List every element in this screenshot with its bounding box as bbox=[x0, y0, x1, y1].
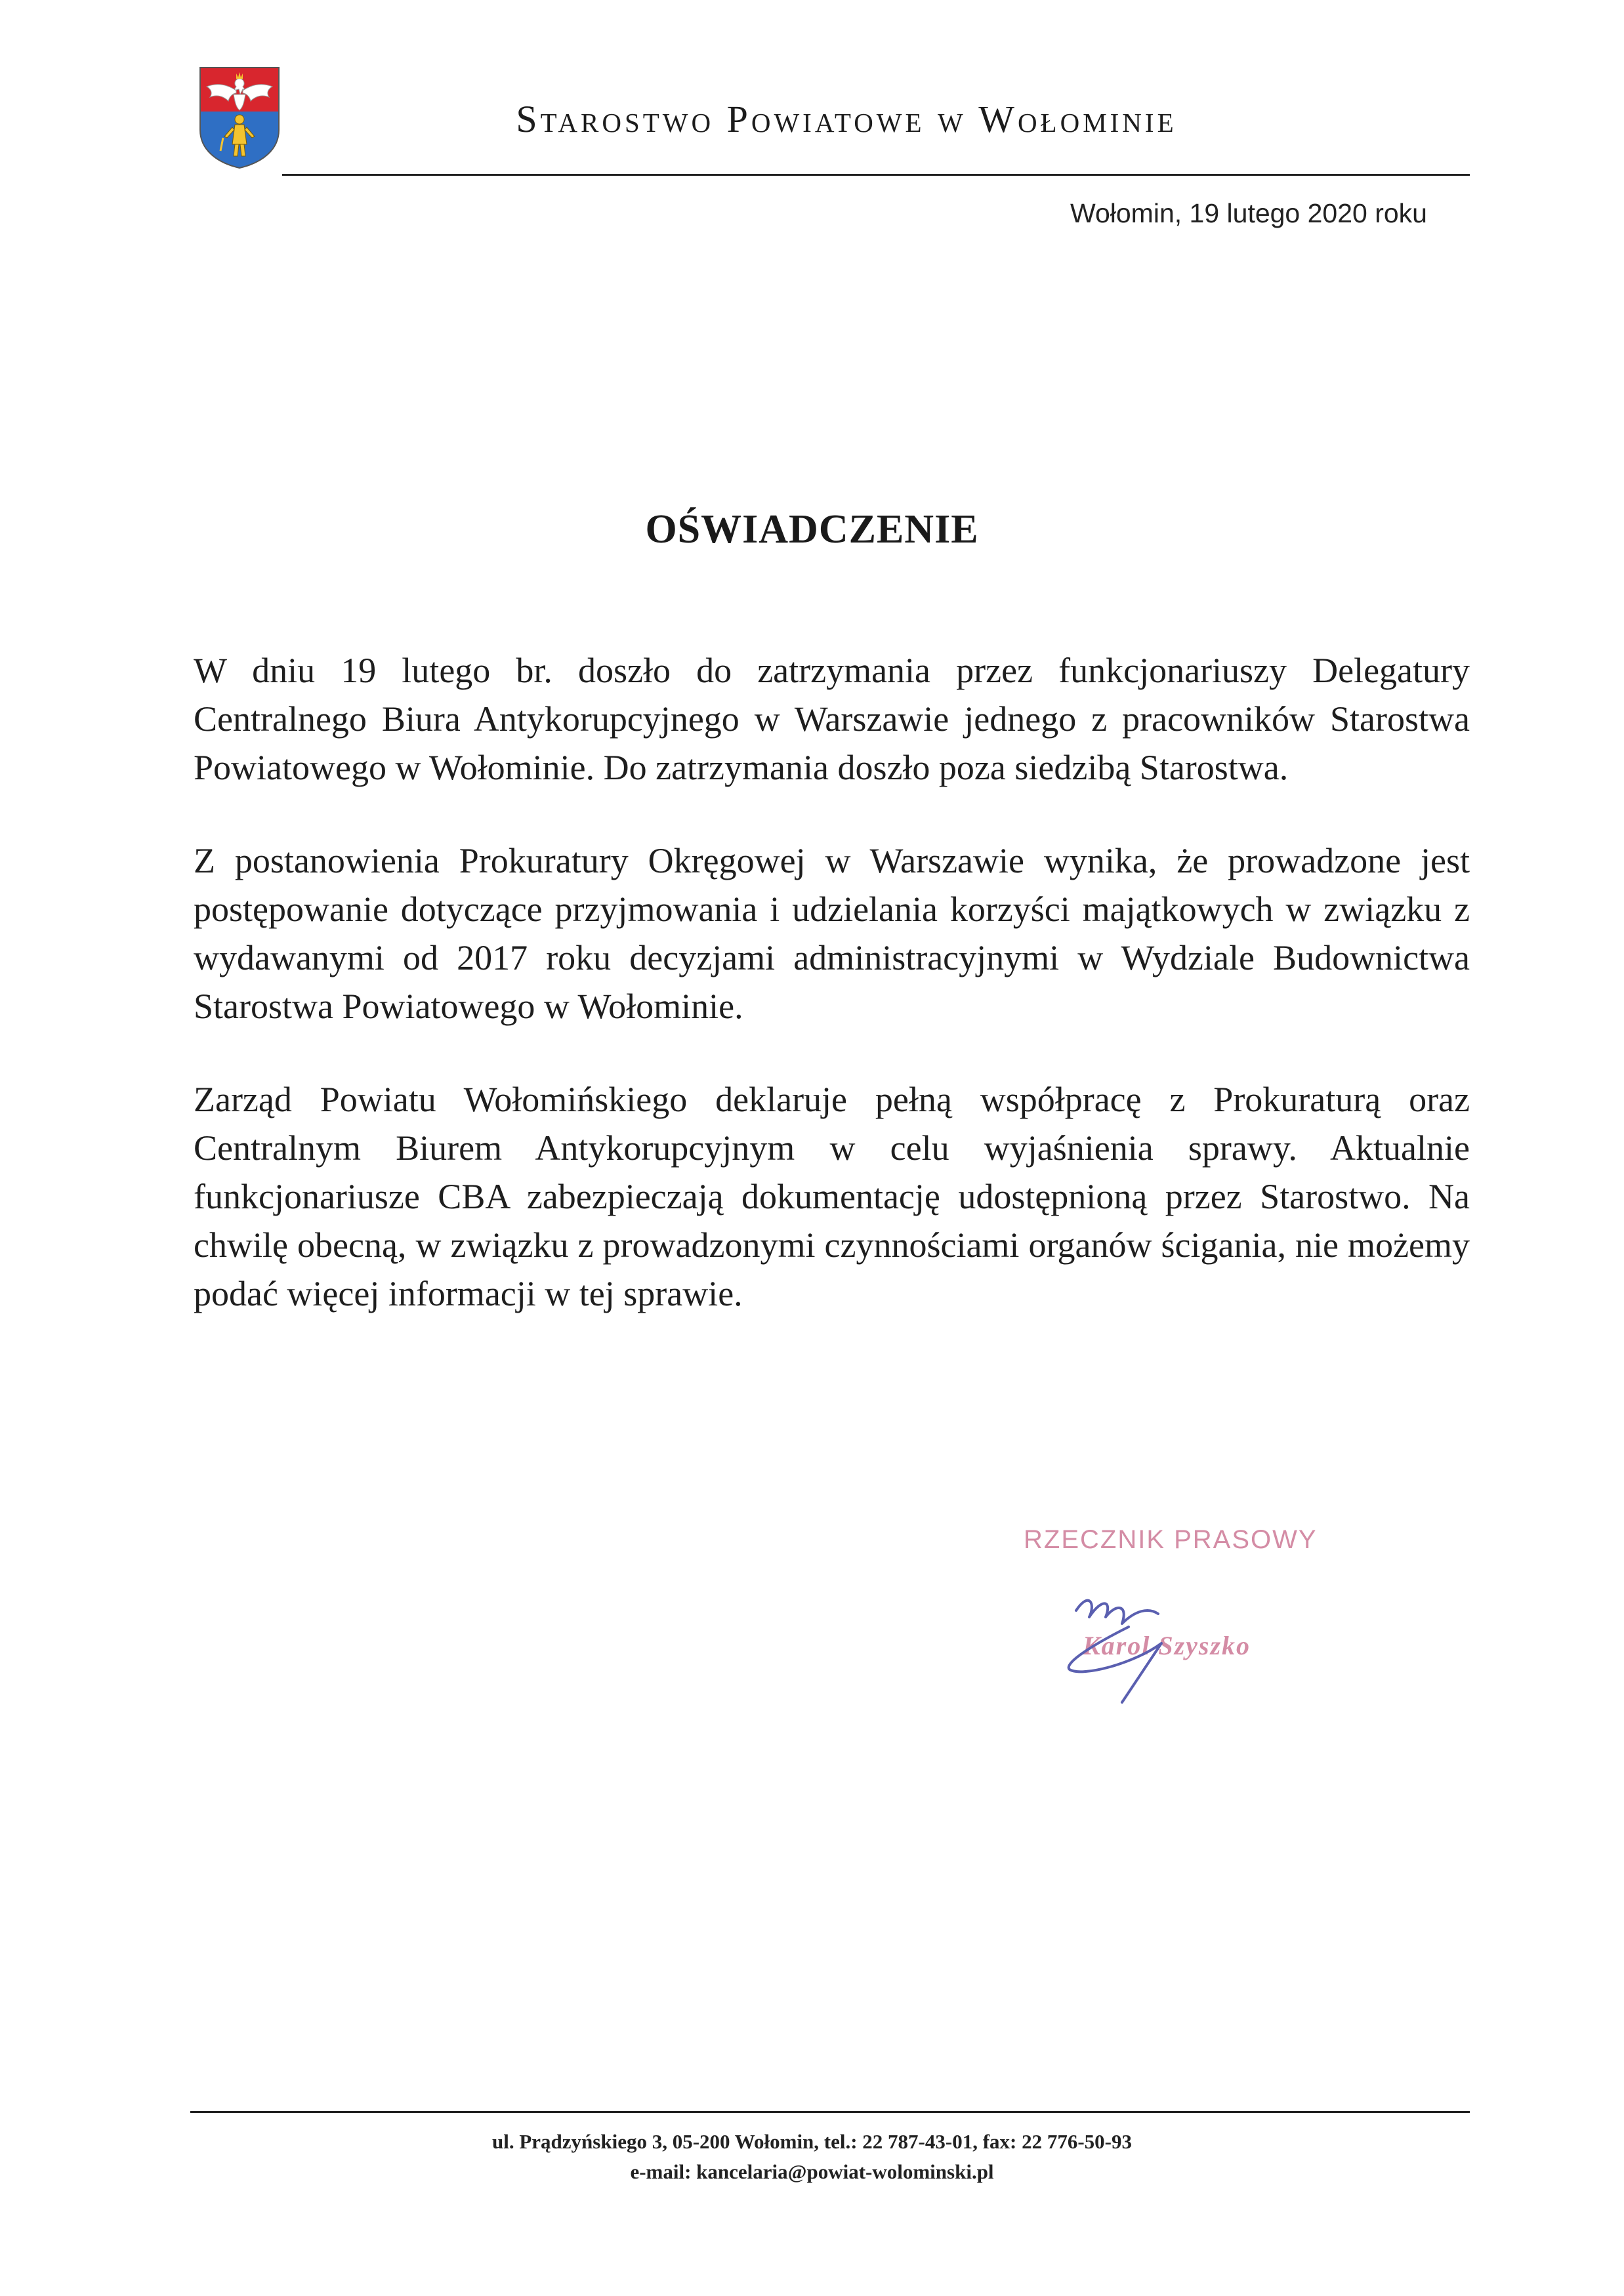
document-title: OŚWIADCZENIE bbox=[645, 507, 979, 552]
footer-divider bbox=[190, 2111, 1470, 2113]
footer-email: e-mail: kancelaria@powiat-wolominski.pl bbox=[630, 2160, 994, 2183]
footer-contact bbox=[0, 2127, 1624, 2187]
footer-address: ul. Prądzyńskiego 3, 05-200 Wołomin, tel.: 22 787-43-01, fax: 22 776-50-93 bbox=[491, 2130, 1133, 2153]
stamp-name: Karol Szyszko bbox=[1083, 1631, 1251, 1660]
stamp-title: RZECZNIK PRASOWY bbox=[1024, 1525, 1318, 1554]
document-body bbox=[194, 646, 1470, 1363]
coat-of-arms-icon bbox=[197, 64, 282, 169]
institution-name: Starostwo Powiatowe w Wołominie bbox=[516, 98, 1177, 140]
paragraph-1: W dniu 19 lutego br. doszło do zatrzymania przez funkcjonariuszy Delegatury Centralnego Biura Antykorupcyjnego w Warszawie jednego z pracowników Starostwa Powiatowego w Wołominie. Do zatrzymania doszło poza siedzibą Starostwa. bbox=[194, 651, 1470, 787]
paragraph-3: Zarząd Powiatu Wołomińskiego deklaruje pełną współpracę z Prokuraturą oraz Centralnym Biurem Antykorupcyjnym w celu wyjaśnienia sprawy. Aktualnie funkcjonariusze CBA zabezpieczają dokumentację udostępnioną przez Starostwo. Na chwilę obecną, w związku z prowadzonymi czynnościami organów ścigania, nie możemy podać więcej informacji w tej sprawie. bbox=[194, 1080, 1470, 1313]
paragraph-2: Z postanowienia Prokuratury Okręgowej w Warszawie wynika, że prowadzone jest postępowanie dotyczące przyjmowania i udzielania korzyści majątkowych w związku z wydawanymi od 2017 roku decyzjami administracyjnymi w Wydziale Budownictwa Starostwa Powiatowego w Wołominie. bbox=[194, 841, 1470, 1026]
document-date: Wołomin, 19 lutego 2020 roku bbox=[1070, 198, 1427, 228]
press-officer-stamp bbox=[1024, 1525, 1391, 1709]
header-divider bbox=[282, 174, 1470, 176]
handwritten-signature bbox=[1050, 1565, 1260, 1709]
